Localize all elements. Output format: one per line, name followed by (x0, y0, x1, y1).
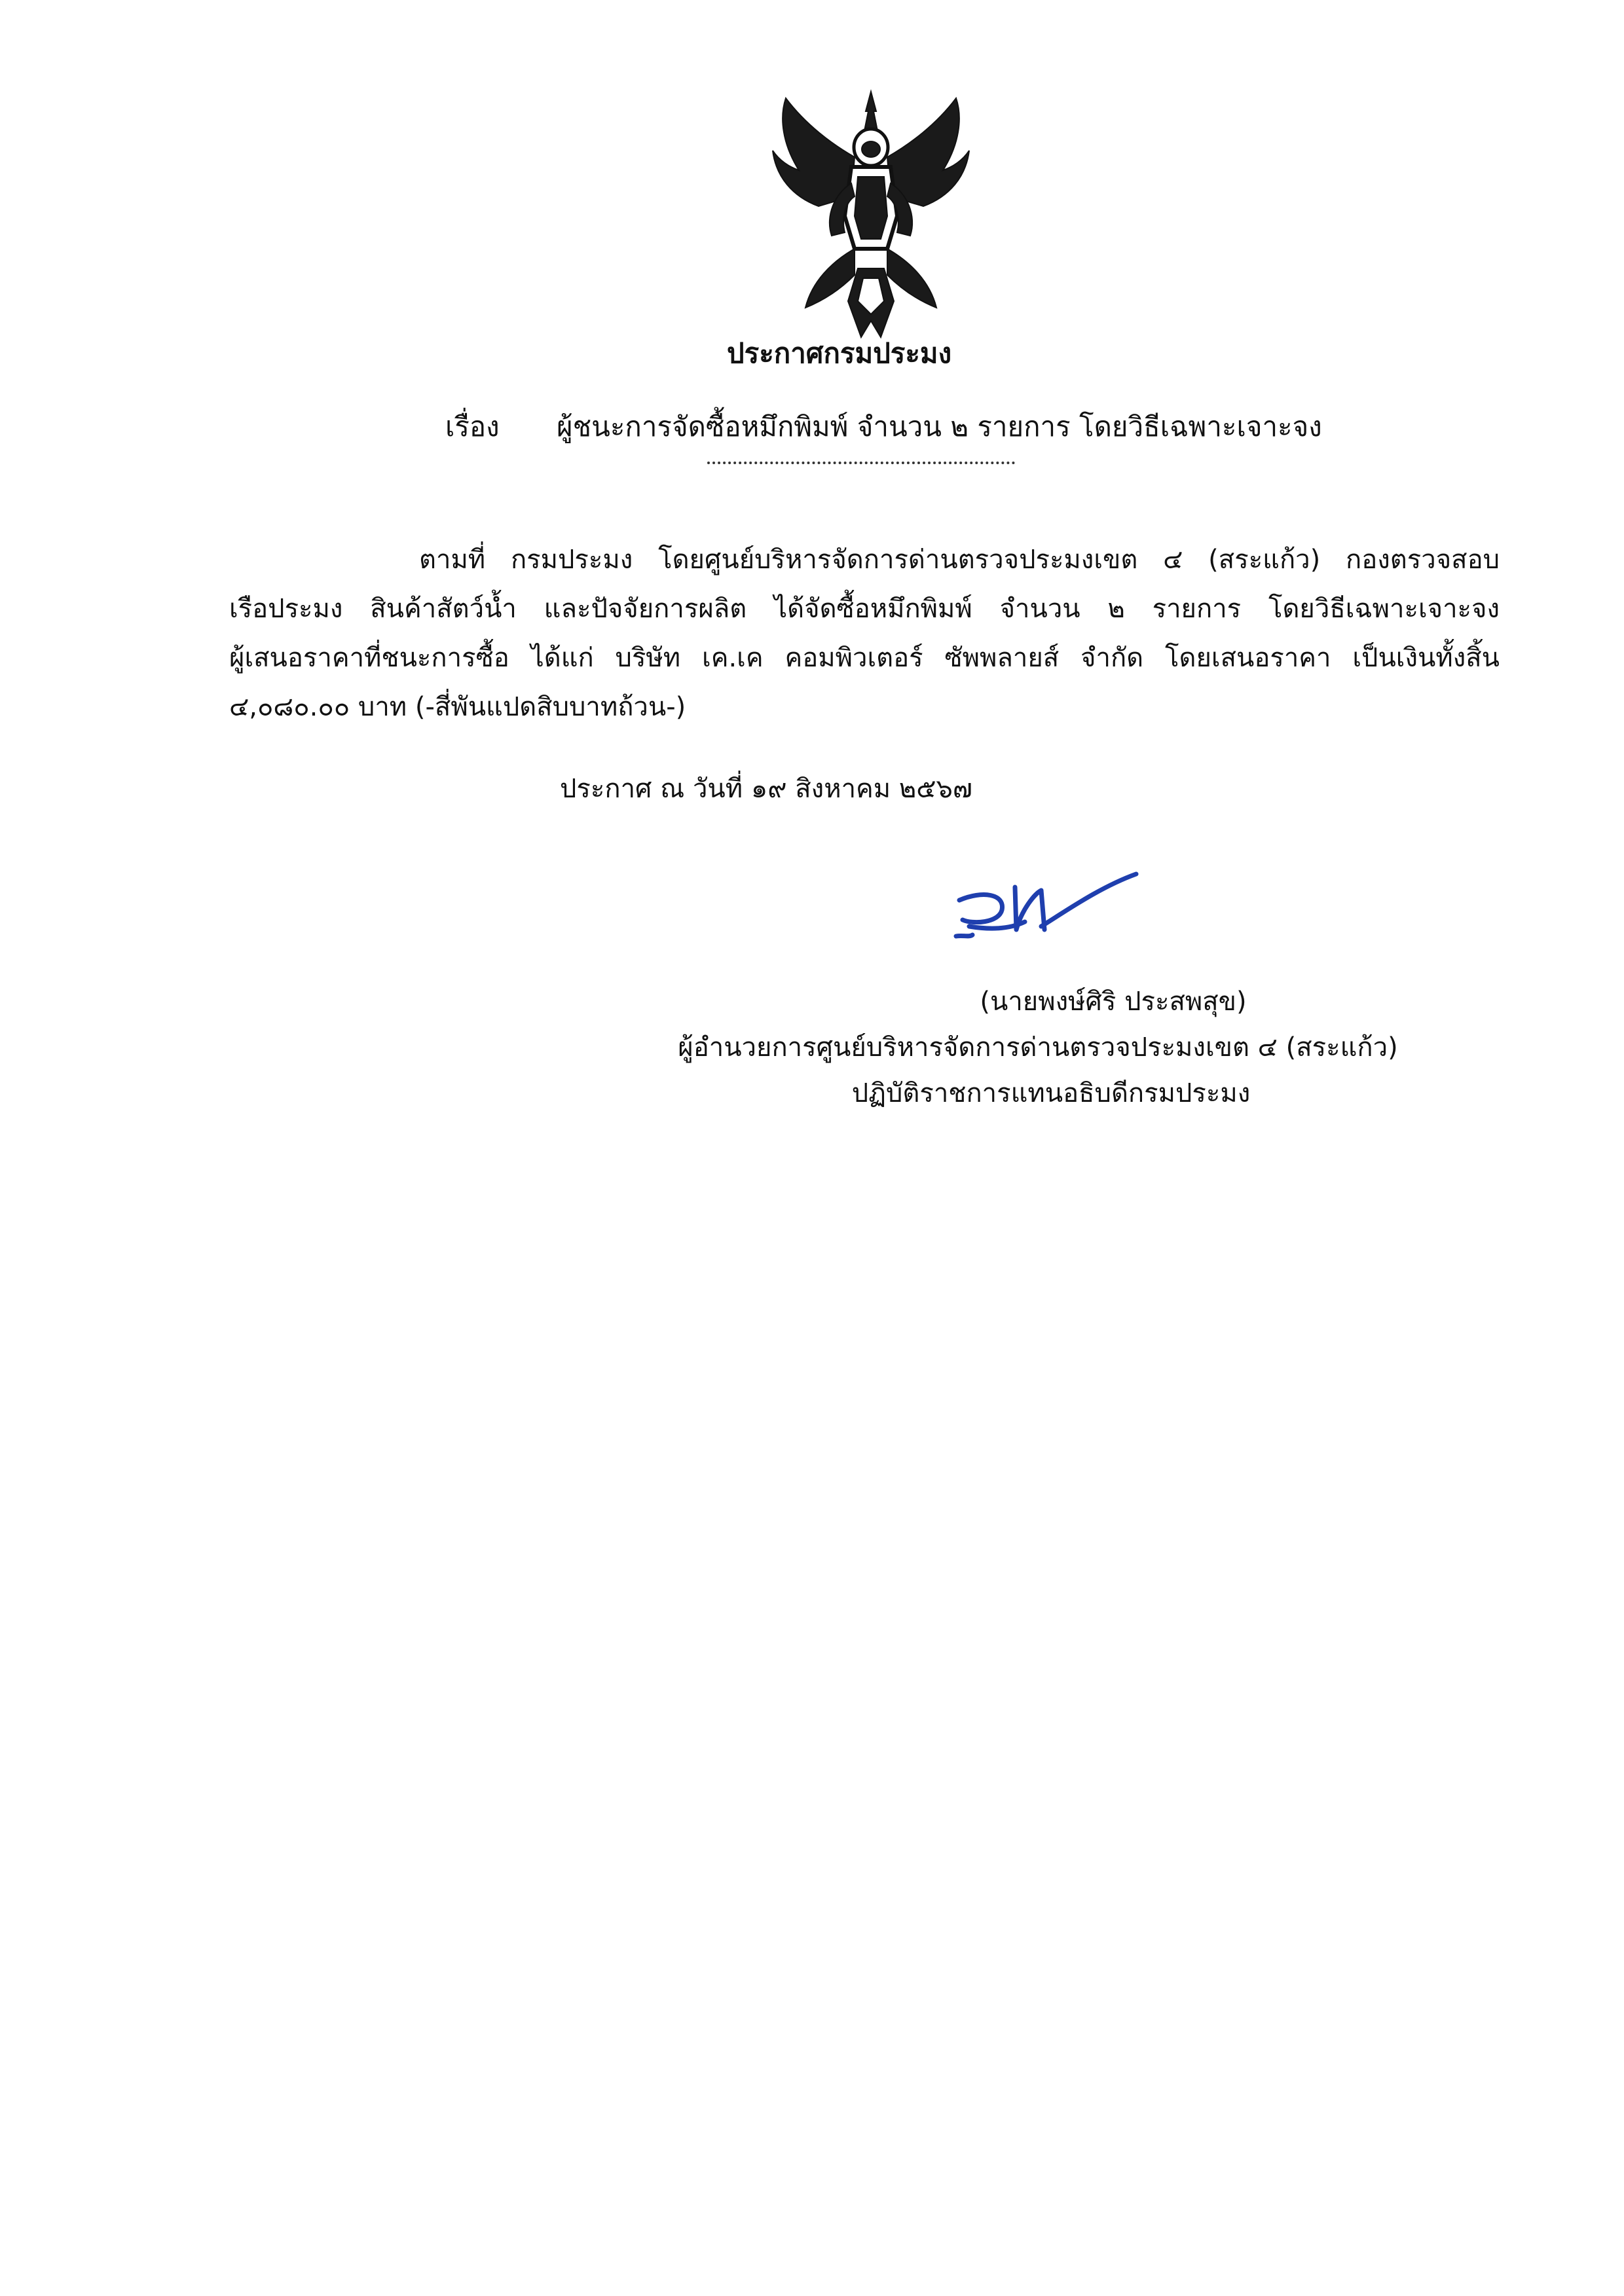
body-paragraph-line: ตามที่ กรมประมง โดยศูนย์บริหารจัดการด่านตรวจประมงเขต ๔ (สระแก้ว) กองตรวจสอบ (419, 545, 1500, 575)
body-paragraph-line: ๔,๐๘๐.๐๐ บาท (-สี่พันแปดสิบบาทถ้วน-) (229, 692, 686, 722)
signature-block (648, 979, 1428, 1116)
document-title: ประกาศกรมประมง (727, 337, 952, 369)
dotted-separator (707, 462, 1015, 464)
subject-text: ผู้ชนะการจัดซื้อหมึกพิมพ์ จำนวน ๒ รายการ โดยวิธีเฉพาะเจาะจง (557, 410, 1322, 443)
subject-label: เรื่อง (445, 410, 500, 443)
signatory-name: (นายพงษ์ศิริ ประสพสุข) (980, 987, 1247, 1017)
body-paragraph-line: ผู้เสนอราคาที่ชนะการซื้อ ได้แก่ บริษัท เค.เค คอมพิวเตอร์ ซัพพลายส์ จำกัด โดยเสนอราคา เป็นเงินทั้งสิ้น (229, 643, 1500, 673)
garuda-emblem-icon (760, 85, 982, 340)
announcement-date: ประกาศ ณ วันที่ ๑๙ สิงหาคม ๒๕๖๗ (560, 774, 972, 804)
body-paragraph-line: เรือประมง สินค้าสัตว์น้ำ และปัจจัยการผลิต ได้จัดซื้อหมึกพิมพ์ จำนวน ๒ รายการ โดยวิธีเฉพาะเจาะจง (229, 594, 1500, 624)
signatory-acting-on-behalf: ปฏิบัติราชการแทนอธิบดีกรมประมง (851, 1078, 1251, 1108)
signatory-position: ผู้อำนวยการศูนย์บริหารจัดการด่านตรวจประมงเขต ๔ (สระแก้ว) (678, 1032, 1398, 1063)
handwritten-signature (943, 864, 1153, 962)
